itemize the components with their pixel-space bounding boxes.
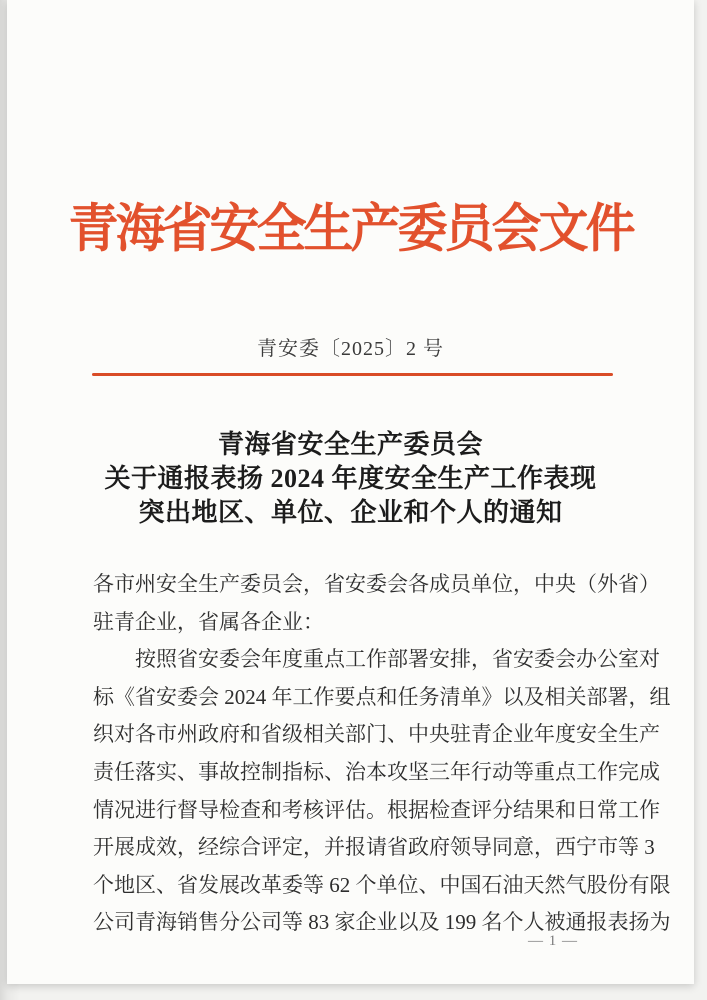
document-title-line: 青海省安全生产委员会 [217,430,483,459]
body-text-line: 个地区、省发展改革委等 62 个单位、中国石油天然气股份有限 [93,872,671,897]
body-text-line: 开展成效，经综合评定，并报请省政府领导同意，西宁市等 3 [93,835,655,860]
body-text-line: 公司青海销售分公司等 83 家企业以及 199 名个人被通报表扬为 [93,910,671,935]
document-title [7,428,694,530]
document-header-title: 青海省安全生产委员会文件 [68,199,633,259]
document-page [7,0,694,984]
body-text-line: 各市州安全生产委员会，省安委会各成员单位，中央（外省） [93,572,660,596]
document-title-line: 突出地区、单位、企业和个人的通知 [138,498,563,527]
document-title-line: 关于通报表扬 2024 年度安全生产工作表现 [104,464,597,493]
body-text-line: 责任落实、事故控制指标、治本攻坚三年行动等重点工作完成 [93,759,660,784]
body-text-line: 情况进行督导检查和考核评估。根据检查评分结果和日常工作 [93,797,660,822]
document-body [93,566,671,942]
body-text-line: 驻青企业，省属各企业： [93,609,324,634]
body-text-line: 按照省安委会年度重点工作部署安排，省安委会办公室对 [135,647,660,672]
document-number: 青安委〔2025〕2 号 [257,338,444,360]
red-divider-line [92,373,613,376]
body-text-line: 织对各市州政府和省级相关部门、中央驻青企业年度安全生产 [93,722,660,747]
page-number: — 1 — [528,933,578,949]
body-text-line: 标《省安委会 2024 年工作要点和任务清单》以及相关部署，组 [93,684,671,709]
